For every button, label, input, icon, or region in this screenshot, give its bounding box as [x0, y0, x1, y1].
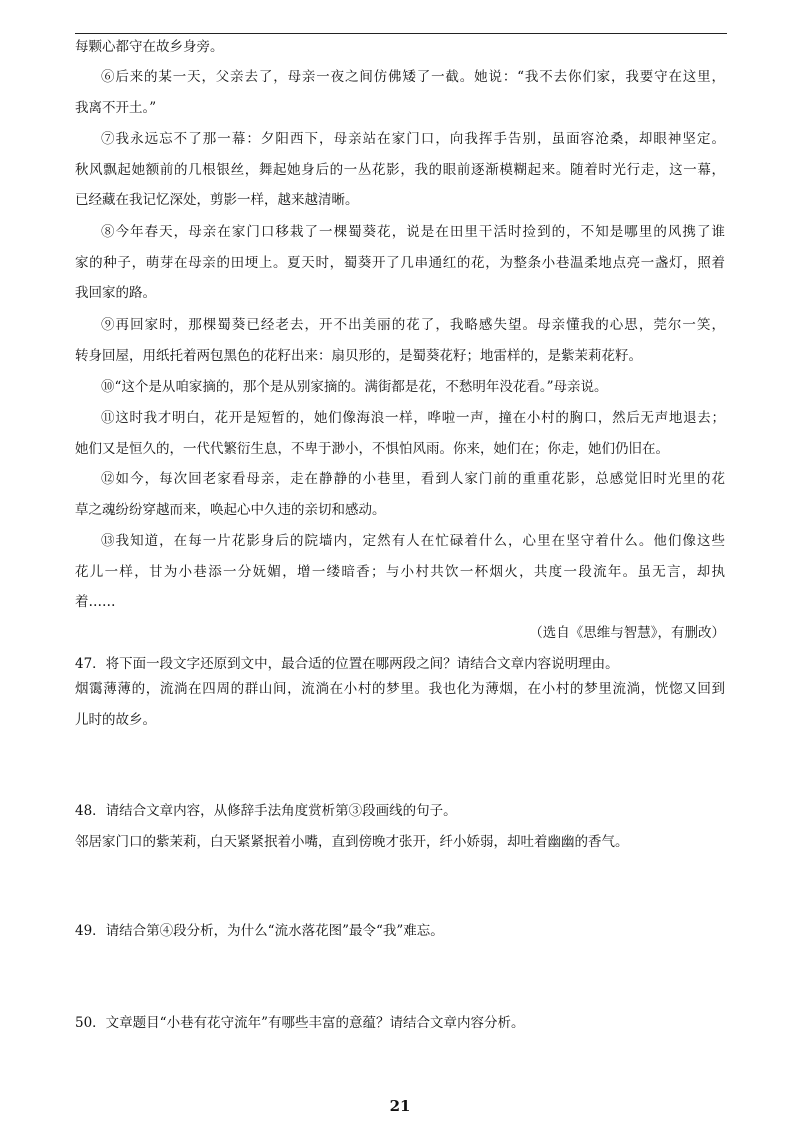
paragraph-line: 转身回屋，用纸托着两包黑色的花籽出来：扇贝形的，是蜀葵花籽；地雷样的，是紫茉莉花籽。	[75, 347, 642, 364]
paragraph-line: 着……	[75, 594, 116, 610]
paragraph-line: 花儿一样，甘为小巷添一分妩媚，增一缕暗香；与小村共饮一杯烟火，共度一段流年。虽无言，却执	[75, 563, 725, 580]
paragraph-10	[75, 372, 725, 403]
question-50-prompt: 50．文章题目“小巷有花守流年”有哪些丰富的意蕴？请结合文章内容分析。	[75, 1015, 525, 1031]
question-47-prompt: 47．将下面一段文字还原到文中，最合适的位置在哪两段之间？请结合文章内容说明理由。	[75, 656, 619, 672]
paragraph-line: 草之魂纷纷穿越而来，唤起心中久违的亲切和感动。	[75, 501, 386, 518]
header-rule	[75, 33, 727, 34]
paragraph-8	[75, 217, 725, 309]
paragraph-line: 秋风飘起她额前的几根银丝，舞起她身后的一丛花影，我的眼前逐渐模糊起来。随着时光行走，这一幕，	[75, 161, 725, 178]
paragraph-13	[75, 526, 725, 618]
question-47-excerpt	[75, 674, 725, 735]
paragraph-9	[75, 310, 725, 371]
paragraph-line: 我离不开土。”	[75, 99, 157, 116]
paragraph-line: ⑥后来的某一天，父亲去了，母亲一夜之间仿佛矮了一截。她说：“我不去你们家，我要守在这里，	[101, 69, 725, 85]
excerpt-line: 儿时的故乡。	[75, 711, 156, 728]
paragraph-line: ⑪这时我才明白，花开是短暂的，她们像海浪一样，哗啦一声，撞在小村的胸口，然后无声地退去；	[101, 410, 725, 426]
paragraph-line: ⑫如今，每次回老家看母亲，走在静静的小巷里，看到人家门前的重重花影，总感觉旧时光里的花	[101, 471, 725, 487]
paragraph-line: ⑦我永远忘不了那一幕：夕阳西下，母亲站在家门口，向我挥手告别，虽面容沧桑，却眼神坚定。	[101, 131, 725, 147]
paragraph-line: ⑨再回家时，那棵蜀葵已经老去，开不出美丽的花了，我略感失望。母亲懂我的心思，莞尔一笑，	[101, 317, 725, 333]
page-number: 21	[389, 1097, 411, 1115]
source-citation: （选自《思维与智慧》，有删改）	[529, 625, 725, 641]
paragraph-6	[75, 62, 725, 123]
paragraph-11	[75, 403, 725, 464]
paragraph-line: 已经藏在我记忆深处，剪影一样，越来越清晰。	[75, 192, 359, 208]
question-48-excerpt: 邻居家门口的紫茉莉，白天紧紧抿着小嘴，直到傍晚才张开，纤小娇弱，却吐着幽幽的香气。	[75, 834, 629, 850]
paragraph-line: ⑩“这个是从咱家摘的，那个是从别家摘的。满街都是花，不愁明年没花看。”母亲说。	[101, 379, 608, 395]
paragraph-line: ⑧今年春天，母亲在家门口移栽了一棵蜀葵花，说是在田里干活时捡到的，不知是哪里的风携了谁	[101, 224, 725, 240]
paragraph-line: 家的种子，萌芽在母亲的田埂上。夏天时，蜀葵开了几串通红的花，为整条小巷温柔地点亮一盏灯，照着	[75, 254, 725, 271]
question-49-prompt: 49．请结合第④段分析，为什么“流水落花图”最令“我”难忘。	[75, 923, 444, 939]
paragraph-line: 她们又是恒久的，一代代繁衍生息，不卑于渺小，不惧怕风雨。你来，她们在；你走，她们仍旧在。	[75, 440, 669, 457]
paragraph-7	[75, 124, 725, 216]
paragraph-12	[75, 464, 725, 525]
question-48-prompt: 48．请结合文章内容，从修辞手法角度赏析第③段画线的句子。	[75, 803, 457, 819]
excerpt-line: 烟霭薄薄的，流淌在四周的群山间，流淌在小村的梦里。我也化为薄烟，在小村的梦里流淌，恍惚又回到	[75, 681, 725, 697]
paragraph-line: ⑬我知道，在每一片花影身后的院墙内，定然有人在忙碌着什么，心里在坚守着什么。他们像这些	[101, 533, 725, 549]
paragraph-line: 我回家的路。	[75, 285, 156, 301]
paragraph-continuation: 每颗心都守在故乡身旁。	[75, 39, 224, 55]
